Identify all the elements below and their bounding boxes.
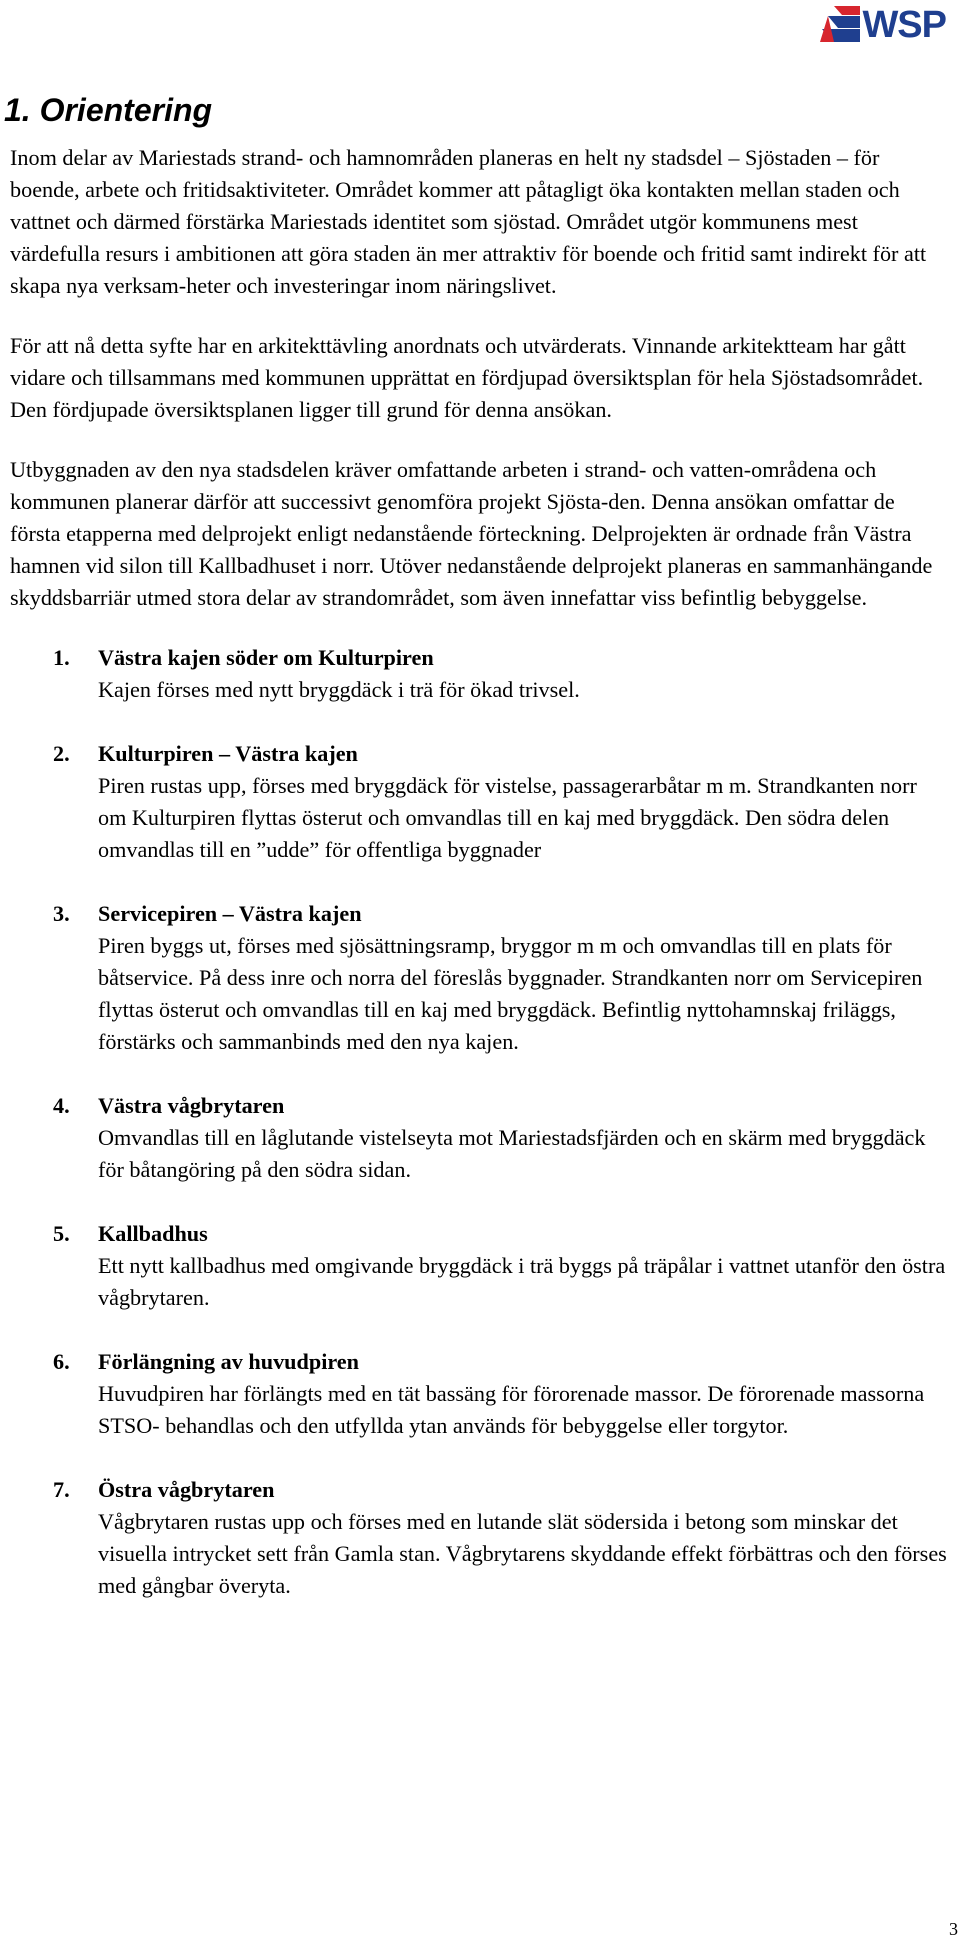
list-item (10, 1090, 948, 1186)
item-number: 4. (53, 1093, 70, 1118)
competition-paragraph: För att nå detta syfte har en arkitekttävling anordnats och utvärderats. Vinnande arkitektteam har gått vidare och tillsammans med kommunen upprättat en fördjupad översiktsplan för hela Sjöstadsområdet. Den fördjupade översiktsplanen ligger till grund för denna ansökan. (10, 333, 924, 422)
page-number: 3 (949, 1919, 958, 1939)
expansion-paragraph: Utbyggnaden av den nya stadsdelen kräver omfattande arbeten i strand- och vatten-områdena och kommunen planerar därför att successivt genomföra projekt Sjösta-den. Denna ansökan omfattar de första etapperna med delprojekt enligt nedanstående förteckning. Delprojekten är ordnade från Västra hamnen vid silon till Kallbadhuset i norr. Utöver nedanstående delprojekt planeras en sammanhängande skyddsbarriär utmed stora delar av strandområdet, som även innefattar viss befintlig bebyggelse. (10, 457, 933, 610)
intro-paragraph: Inom delar av Mariestads strand- och hamnområden planeras en helt ny stadsdel – Sjöstaden – för boende, arbete och fritidsaktiviteter. Området kommer att påtagligt öka kontakten mellan staden och vattnet och därmed förstärka Mariestads identitet som sjöstad. Området utgör kommunens mest värdefulla resurs i ambitionen att göra staden än mer attraktiv för boende och fritid samt indirekt för att skapa nya verksam-heter och investeringar inom näringslivet. (10, 145, 927, 298)
item-number: 2. (53, 741, 70, 766)
item-title: Förlängning av huvudpiren (98, 1349, 359, 1374)
list-item (10, 898, 948, 1058)
wsp-logo-mark-icon (820, 6, 860, 44)
item-description: Ett nytt kallbadhus med omgivande bryggdäck i trä byggs på träpålar i vattnet utanför den östra vågbrytaren. (98, 1253, 946, 1310)
item-title: Kallbadhus (98, 1221, 208, 1246)
item-description: Kajen förses med nytt bryggdäck i trä för ökad trivsel. (98, 677, 580, 702)
list-item (10, 1218, 948, 1314)
item-description: Huvudpiren har förlängts med en tät bassäng för förorenade massor. De förorenade massorna STSO- behandlas och den utfyllda ytan används för bebyggelse eller torgytor. (98, 1381, 925, 1438)
section-title: 1. Orientering (4, 92, 213, 128)
item-number: 6. (53, 1349, 70, 1374)
item-title: Östra vågbrytaren (98, 1477, 275, 1502)
item-title: Västra vågbrytaren (98, 1093, 285, 1118)
item-number: 7. (53, 1477, 70, 1502)
list-item (10, 738, 948, 866)
item-number: 3. (53, 901, 70, 926)
item-description: Piren byggs ut, förses med sjösättningsramp, bryggor m m och omvandlas till en plats för båtservice. På dess inre och norra del föreslås byggnader. Strandkanten norr om Servicepiren flyttas österut och omvandlas till en kaj med bryggdäck. Befintlig nyttohamnskaj friläggs, förstärks och sammanbinds med den nya kajen. (98, 933, 923, 1054)
item-title: Västra kajen söder om Kulturpiren (98, 645, 434, 670)
wsp-logo (820, 2, 946, 48)
list-item (10, 642, 948, 706)
item-description: Vågbrytaren rustas upp och förses med en lutande slät södersida i betong som minskar det visuella intrycket sett från Gamla stan. Vågbrytarens skyddande effekt förbättras och den förses med gångbar överyta. (98, 1509, 947, 1598)
document-body (10, 142, 948, 1634)
logo-text: WSP (862, 4, 946, 46)
list-item (10, 1346, 948, 1442)
item-title: Servicepiren – Västra kajen (98, 901, 362, 926)
item-description: Omvandlas till en låglutande vistelseyta mot Mariestadsfjärden och en skärm med bryggdäck för båtangöring på den södra sidan. (98, 1125, 926, 1182)
item-description: Piren rustas upp, förses med bryggdäck för vistelse, passagerarbåtar m m. Strandkanten norr om Kulturpiren flyttas österut och omvandlas till en kaj med bryggdäck. Den södra delen omvandlas till en ”udde” för offentliga byggnader (98, 773, 917, 862)
item-number: 5. (53, 1221, 70, 1246)
subproject-list (10, 642, 948, 1602)
list-item (10, 1474, 948, 1602)
item-number: 1. (53, 645, 70, 670)
item-title: Kulturpiren – Västra kajen (98, 741, 358, 766)
